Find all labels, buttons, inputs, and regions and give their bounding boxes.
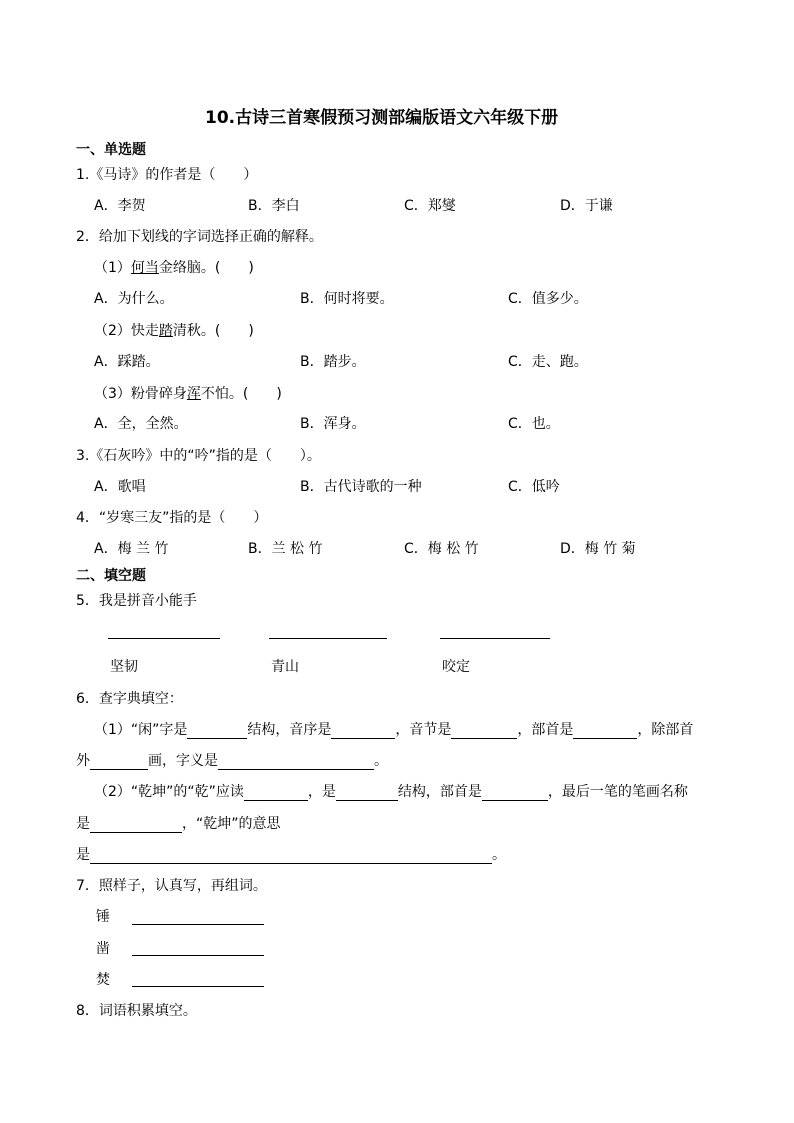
pinyin-blank-3[interactable]: [440, 638, 550, 639]
q4-option-c: C．梅 松 竹: [404, 541, 479, 557]
q3-option-c: C．低吟: [508, 479, 560, 495]
question-2-stem: 2．给加下划线的字词选择正确的解释。: [76, 229, 323, 245]
q4-option-d: D．梅 竹 菊: [560, 541, 636, 557]
q6-blank-syllable[interactable]: [451, 724, 517, 739]
q6-l2-text-3: 。: [374, 753, 388, 769]
q6-l3-text-3: 结构，部首是: [397, 784, 482, 800]
q6-l4-text-1: 是: [76, 816, 90, 832]
q3-option-b: B．古代诗歌的一种: [300, 479, 422, 495]
q7-char-2: 凿: [96, 941, 110, 957]
q6-line-1: [94, 721, 693, 739]
q6-l5-text-2: 。: [492, 847, 506, 863]
q2-sub1-option-c: C．值多少。: [508, 291, 588, 307]
q6-blank-last-stroke[interactable]: [90, 818, 182, 833]
q2-sub3-option-a: A．全，全然。: [94, 416, 188, 432]
q2-sub1-prefix: （1）: [94, 260, 131, 276]
q6-l2-text-1: 外: [76, 753, 90, 769]
q1-option-d: D．于谦: [560, 198, 613, 214]
section-heading-single-choice: 一、单选题: [76, 142, 146, 158]
question-4-stem: 4．“岁寒三友”指的是（ ）: [76, 510, 268, 526]
q6-blank-meaning[interactable]: [218, 755, 374, 770]
q6-blank-strokes[interactable]: [90, 755, 148, 770]
pinyin-blank-2[interactable]: [269, 638, 387, 639]
q2-sub1-option-b: B．何时将要。: [300, 291, 394, 307]
q2-sub3-suffix: 不怕。( ): [200, 386, 282, 402]
q6-blank-structure-2[interactable]: [336, 786, 398, 801]
q4-option-a: A．梅 兰 竹: [94, 541, 169, 557]
q7-blank-3[interactable]: [132, 986, 264, 987]
q6-line-3: [94, 783, 688, 801]
q6-l2-text-2: 画，字义是: [148, 753, 218, 769]
q6-l1-text-5: ，除部首: [637, 722, 694, 738]
question-6-stem: 6．查字典填空：: [76, 691, 183, 707]
question-3-stem: 3.《石灰吟》中的“吟”指的是（ ）。: [76, 448, 321, 464]
q6-blank-radical[interactable]: [573, 724, 637, 739]
q4-option-b: B．兰 松 竹: [248, 541, 323, 557]
q2-sub2-underlined: 踏: [158, 323, 173, 339]
q6-blank-structure[interactable]: [187, 724, 247, 739]
section-heading-fill-blank: 二、填空题: [76, 568, 146, 584]
q2-sub2-option-a: A．踩踏。: [94, 354, 160, 370]
q6-l1-text-2: 结构，音序是: [247, 722, 332, 738]
question-5-stem: 5．我是拼音小能手: [76, 593, 197, 609]
q2-sub3-underlined: 浑: [186, 386, 201, 402]
q6-l1-text-3: ，音节是: [395, 722, 452, 738]
question-7-stem: 7．照样子，认真写，再组词。: [76, 878, 267, 894]
page-title: 10.古诗三首寒假预习测部编版语文六年级下册: [205, 108, 559, 128]
q2-sub3-text: [94, 385, 282, 403]
q6-blank-order[interactable]: [331, 724, 395, 739]
q2-sub1-underlined: 何当: [130, 260, 159, 276]
q6-l3-text-2: ，是: [307, 784, 336, 800]
q3-option-a: A．歌唱: [94, 479, 146, 495]
q2-sub1-text: [94, 259, 254, 277]
q2-sub3-option-b: B．浑身。: [300, 416, 366, 432]
q7-blank-2[interactable]: [132, 955, 264, 956]
q6-blank-pronunciation[interactable]: [244, 786, 308, 801]
pinyin-blank-1[interactable]: [108, 638, 220, 639]
q2-sub1-suffix: 金络脑。( ): [158, 260, 254, 276]
q6-l1-text-1: （1）“闲”字是: [94, 722, 188, 738]
q2-sub3-option-c: C．也。: [508, 416, 560, 432]
q2-sub1-option-a: A．为什么。: [94, 291, 174, 307]
q1-option-a: A．李贺: [94, 198, 146, 214]
question-8-stem: 8．词语积累填空。: [76, 1003, 197, 1019]
q7-char-3: 焚: [96, 972, 110, 988]
q6-l3-text-1: （2）“乾坤”的“乾”应读: [94, 784, 244, 800]
q6-l4-text-2: ，“乾坤”的意思: [182, 816, 281, 832]
q7-char-1: 锤: [96, 909, 110, 925]
q2-sub2-option-b: B．踏步。: [300, 354, 366, 370]
q5-word-2: 青山: [271, 659, 299, 675]
q2-sub2-suffix: 清秋。( ): [172, 323, 254, 339]
q5-word-1: 坚韧: [110, 659, 138, 675]
q2-sub2-text: [94, 322, 254, 340]
q2-sub3-prefix: （3）粉骨碎身: [94, 386, 187, 402]
q6-blank-qiankun-meaning[interactable]: [90, 849, 492, 864]
q6-l3-text-4: ，最后一笔的笔画名称: [547, 784, 688, 800]
question-1-stem: 1.《马诗》的作者是（ ）: [76, 167, 258, 183]
q5-word-3: 咬定: [442, 659, 470, 675]
q2-sub2-prefix: （2）快走: [94, 323, 159, 339]
q7-blank-1[interactable]: [132, 924, 264, 925]
q6-line-4: [76, 815, 281, 833]
q6-line-2: [76, 752, 388, 770]
q1-option-c: C．郑燮: [404, 198, 456, 214]
q2-sub2-option-c: C．走、跑。: [508, 354, 588, 370]
q6-blank-radical-2[interactable]: [482, 786, 548, 801]
q6-l5-text-1: 是: [76, 847, 90, 863]
q6-line-5: [76, 846, 506, 864]
q1-option-b: B．李白: [248, 198, 300, 214]
q6-l1-text-4: ，部首是: [517, 722, 574, 738]
